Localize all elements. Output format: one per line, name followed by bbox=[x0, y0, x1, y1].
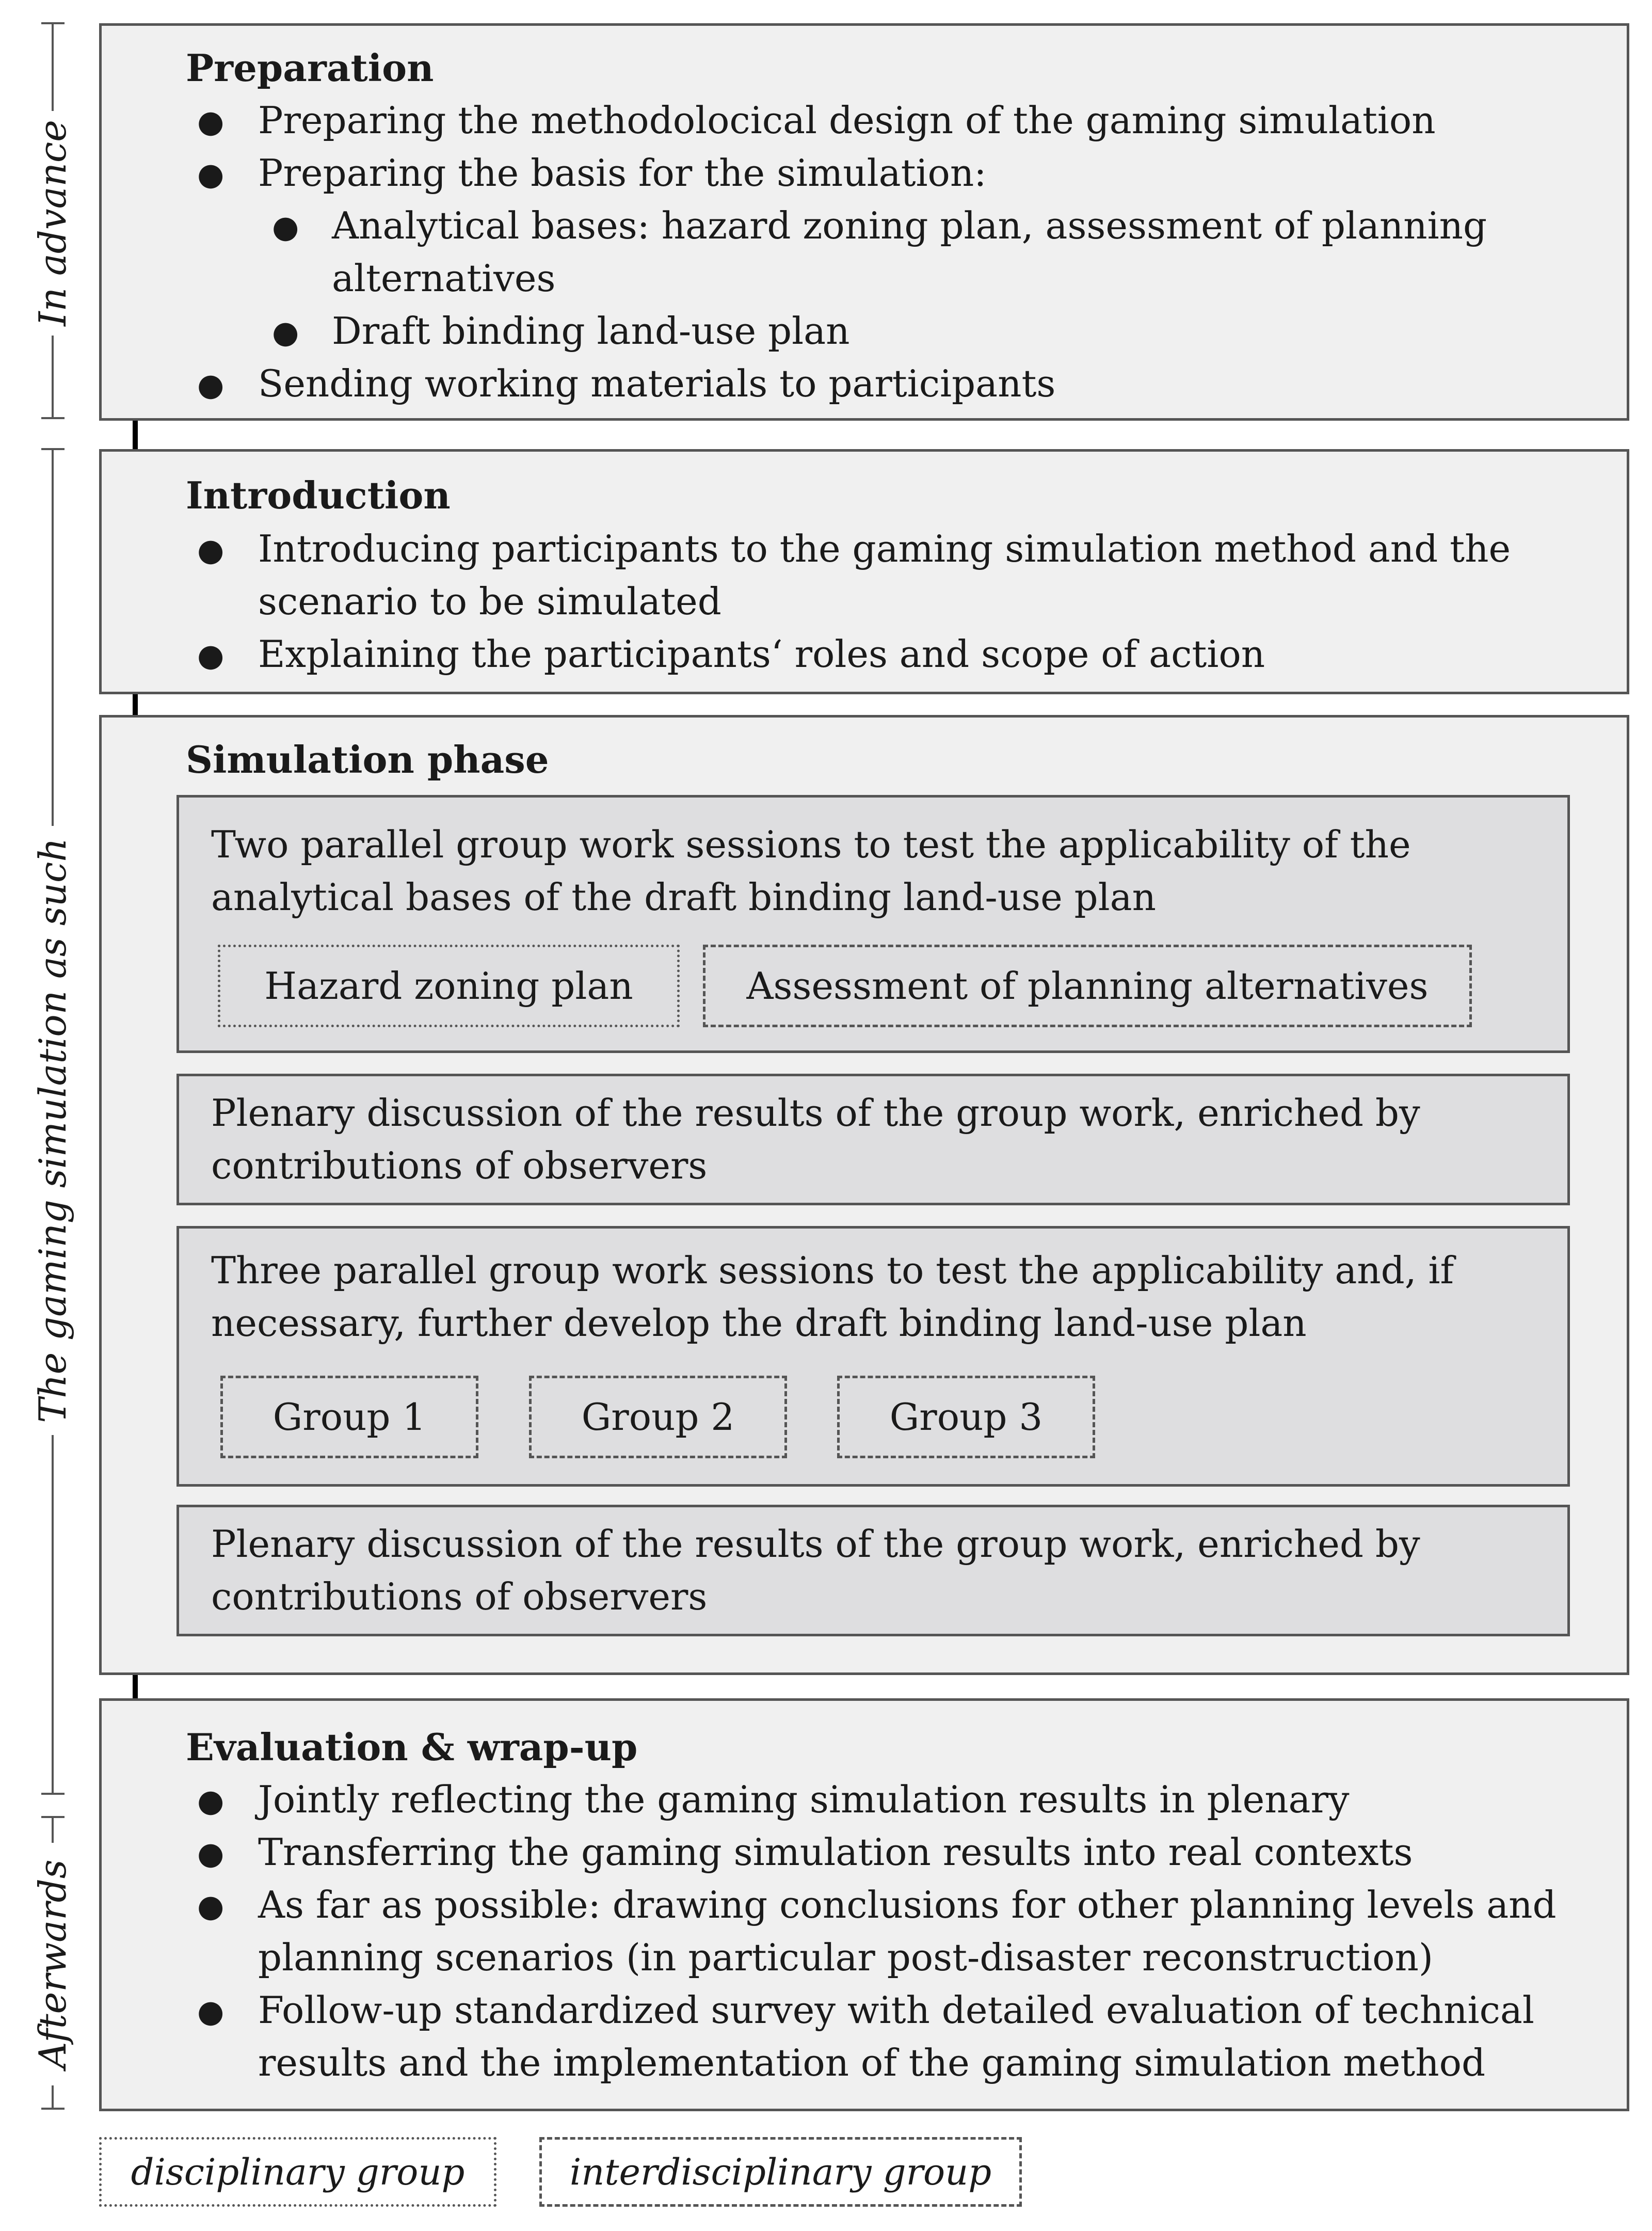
evaluation-bullet-4-line-2: results and the implementation of the gaming simulation method bbox=[258, 2041, 1486, 2084]
block-1-line-1: Two parallel group work sessions to test the applicability of the bbox=[211, 823, 1411, 866]
bullet-icon: ● bbox=[197, 532, 224, 568]
block-1-line-2: analytical bases of the draft binding land-use plan bbox=[211, 875, 1156, 919]
bullet-icon: ● bbox=[197, 638, 224, 674]
introduction-bullet-2: Explaining the participants‘ roles and scope of action bbox=[258, 632, 1265, 676]
legend-disciplinary-group bbox=[99, 2137, 496, 2207]
group-label: Hazard zoning plan bbox=[264, 964, 633, 1008]
bullet-icon: ● bbox=[272, 209, 299, 245]
evaluation-title: Evaluation & wrap-up bbox=[186, 1725, 638, 1769]
preparation-bullet-3: Sending working materials to participants bbox=[258, 362, 1056, 405]
group-label: Group 3 bbox=[889, 1395, 1043, 1439]
evaluation-bullet-4-line-1: Follow-up standardized survey with detailed evaluation of technical bbox=[258, 1988, 1534, 2032]
introduction-bullet-1-line-2: scenario to be simulated bbox=[258, 580, 721, 623]
group-label: Group 2 bbox=[581, 1395, 735, 1439]
group-label: Group 1 bbox=[272, 1395, 426, 1439]
block-4-line-2: contributions of observers bbox=[211, 1575, 708, 1618]
side-label-in-advance: In advance bbox=[31, 120, 74, 326]
evaluation-bullet-3-line-2: planning scenarios (in particular post-disaster reconstruction) bbox=[258, 1936, 1433, 1979]
preparation-sub-2: Draft binding land-use plan bbox=[332, 309, 850, 353]
block-4-line-1: Plenary discussion of the results of the group work, enriched by bbox=[211, 1522, 1420, 1566]
evaluation-bullet-2: Transferring the gaming simulation results into real contexts bbox=[258, 1830, 1413, 1874]
block-2-line-1: Plenary discussion of the results of the group work, enriched by bbox=[211, 1091, 1420, 1135]
preparation-stage bbox=[99, 23, 1629, 421]
legend-label: disciplinary group bbox=[131, 2150, 465, 2193]
group-box-assessment bbox=[703, 945, 1472, 1027]
preparation-bullet-2: Preparing the basis for the simulation: bbox=[258, 151, 987, 195]
side-label-afterwards: Afterwards bbox=[31, 1859, 74, 2069]
bullet-icon: ● bbox=[197, 156, 224, 193]
simulation-title: Simulation phase bbox=[186, 738, 549, 782]
legend-interdisciplinary-group bbox=[539, 2137, 1022, 2207]
bullet-icon: ● bbox=[197, 1783, 224, 1819]
simulation-block-group-sessions-1 bbox=[177, 795, 1570, 1053]
preparation-sub-1-line-1: Analytical bases: hazard zoning plan, assessment of planning bbox=[332, 204, 1487, 247]
simulation-block-plenary-1 bbox=[177, 1074, 1570, 1205]
group-box-group-3 bbox=[837, 1376, 1095, 1458]
simulation-block-plenary-2 bbox=[177, 1505, 1570, 1636]
group-label: Assessment of planning alternatives bbox=[746, 964, 1429, 1008]
bullet-icon: ● bbox=[197, 367, 224, 403]
introduction-title: Introduction bbox=[186, 473, 451, 517]
block-2-line-2: contributions of observers bbox=[211, 1144, 708, 1187]
bullet-icon: ● bbox=[272, 314, 299, 350]
evaluation-bullet-3-line-1: As far as possible: drawing conclusions for other planning levels and bbox=[258, 1883, 1557, 1926]
block-3-line-2: necessary, further develop the draft binding land-use plan bbox=[211, 1301, 1307, 1345]
block-3-line-1: Three parallel group work sessions to test the applicability and, if bbox=[211, 1249, 1454, 1292]
bullet-icon: ● bbox=[197, 1836, 224, 1872]
introduction-stage bbox=[99, 449, 1629, 694]
legend-label: interdisciplinary group bbox=[569, 2150, 992, 2193]
preparation-bullet-1: Preparing the methodolocical design of the gaming simulation bbox=[258, 99, 1436, 142]
side-label-gaming-simulation: The gaming simulation as such bbox=[31, 838, 74, 1423]
evaluation-bullet-1: Jointly reflecting the gaming simulation results in plenary bbox=[258, 1778, 1350, 1821]
bullet-icon: ● bbox=[197, 1888, 224, 1924]
bullet-icon: ● bbox=[197, 104, 224, 140]
evaluation-stage bbox=[99, 1698, 1629, 2111]
simulation-block-group-sessions-2 bbox=[177, 1226, 1570, 1487]
group-box-group-2 bbox=[529, 1376, 787, 1458]
bullet-icon: ● bbox=[197, 1994, 224, 2030]
group-box-hazard-zoning bbox=[218, 945, 680, 1027]
preparation-sub-1-line-2: alternatives bbox=[332, 257, 556, 300]
group-box-group-1 bbox=[220, 1376, 478, 1458]
introduction-bullet-1-line-1: Introducing participants to the gaming simulation method and the bbox=[258, 527, 1511, 570]
preparation-title: Preparation bbox=[186, 46, 434, 90]
